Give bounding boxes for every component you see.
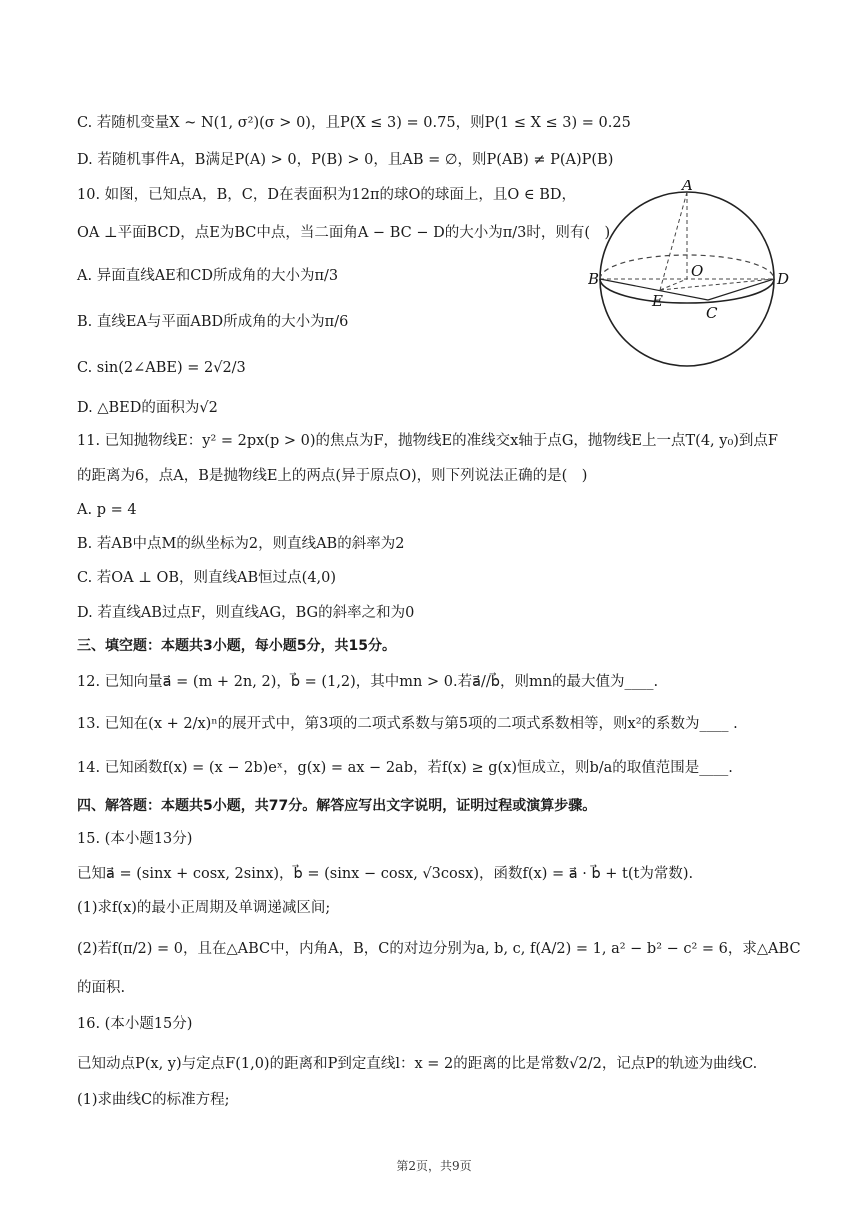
question-15-part-2: (2)若f(π/2) = 0，且在△ABC中，内角A，B，C的对边分别为a, b, c, f(A/2) = 1, a² − b² − c² = 6，求△ABC [77, 941, 801, 957]
point-label-o: O [691, 262, 704, 280]
question-16-part-1: (1)求曲线C的标准方程; [77, 1092, 230, 1108]
option-9c: C. 若随机变量X ~ N(1, σ²)(σ > 0)，且P(X ≤ 3) = 0.75，则P(1 ≤ X ≤ 3) = 0.25 [77, 115, 631, 131]
section-answer-heading: 四、解答题：本题共5小题，共77分。解答应写出文字说明，证明过程或演算步骤。 [77, 798, 597, 814]
page-footer: 第2页，共9页 [396, 1159, 472, 1173]
option-10a: A. 异面直线AE和CD所成角的大小为π/3 [77, 268, 339, 284]
question-16-title: 16. (本小题15分) [77, 1016, 193, 1032]
option-9d: D. 若随机事件A，B满足P(A) > 0，P(B) > 0，且AB = ∅，则P(AB) ≠ P(A)P(B) [77, 152, 614, 168]
sphere-figure [588, 180, 798, 370]
point-label-e: E [652, 292, 663, 310]
option-11b: B. 若AB中点M的纵坐标为2，则直线AB的斜率为2 [77, 536, 405, 552]
point-label-b: B [588, 270, 600, 288]
segment-eo [660, 279, 687, 290]
section-fill-in-heading: 三、填空题：本题共3小题，每小题5分，共15分。 [77, 638, 396, 654]
question-10-stem-2: OA ⊥平面BCD，点E为BC中点，当二面角A − BC − D的大小为π/3时，则有( ) [77, 225, 611, 241]
question-11-stem-1: 11. 已知抛物线E：y² = 2px(p > 0)的焦点为F，抛物线E的准线交x轴于点G，抛物线E上一点T(4, y₀)到点F [77, 433, 778, 449]
question-13: 13. 已知在(x + 2/x)ⁿ的展开式中，第3项的二项式系数与第5项的二项式系数相等，则x²的系数为____ . [77, 716, 738, 732]
question-12: 12. 已知向量a⃗ = (m + 2n, 2)，b⃗ = (1,2)，其中mn > 0.若a⃗//b⃗，则mn的最大值为____. [77, 674, 659, 690]
question-14: 14. 已知函数f(x) = (x − 2b)eˣ，g(x) = ax − 2ab，若f(x) ≥ g(x)恒成立，则b/a的取值范围是____. [77, 760, 733, 776]
point-label-a: A [682, 180, 693, 194]
point-label-c: C [706, 304, 718, 322]
question-16-stem: 已知动点P(x, y)与定点F(1,0)的距离和P到定直线l：x = 2的距离的比是常数√2/2，记点P的轨迹为曲线C. [77, 1056, 758, 1072]
option-11a: A. p = 4 [77, 502, 137, 518]
question-15-title: 15. (本小题13分) [77, 831, 193, 847]
question-15-part-1: (1)求f(x)的最小正周期及单调递减区间; [77, 900, 331, 916]
question-15-part-2-cont: 的面积. [77, 980, 126, 996]
option-11d: D. 若直线AB过点F，则直线AG，BG的斜率之和为0 [77, 605, 415, 621]
equator-front [600, 279, 774, 303]
question-11-stem-2: 的距离为6，点A，B是抛物线E上的两点(异于原点O)，则下列说法正确的是( ) [77, 468, 588, 484]
question-15-stem: 已知a⃗ = (sinx + cosx, 2sinx)，b⃗ = (sinx − cosx, √3cosx)，函数f(x) = a⃗ · b⃗ + t(t为常数). [77, 866, 694, 882]
option-11c: C. 若OA ⊥ OB，则直线AB恒过点(4,0) [77, 570, 337, 586]
option-10d: D. △BED的面积为√2 [77, 400, 218, 416]
question-10-stem-1: 10. 如图，已知点A，B，C，D在表面积为12π的球O的球面上，且O ∈ BD， [77, 187, 577, 203]
option-10c: C. sin(2∠ABE) = 2√2/3 [77, 360, 246, 376]
option-10b: B. 直线EA与平面ABD所成角的大小为π/6 [77, 314, 349, 330]
point-label-d: D [777, 270, 790, 288]
segment-ae [660, 192, 687, 290]
